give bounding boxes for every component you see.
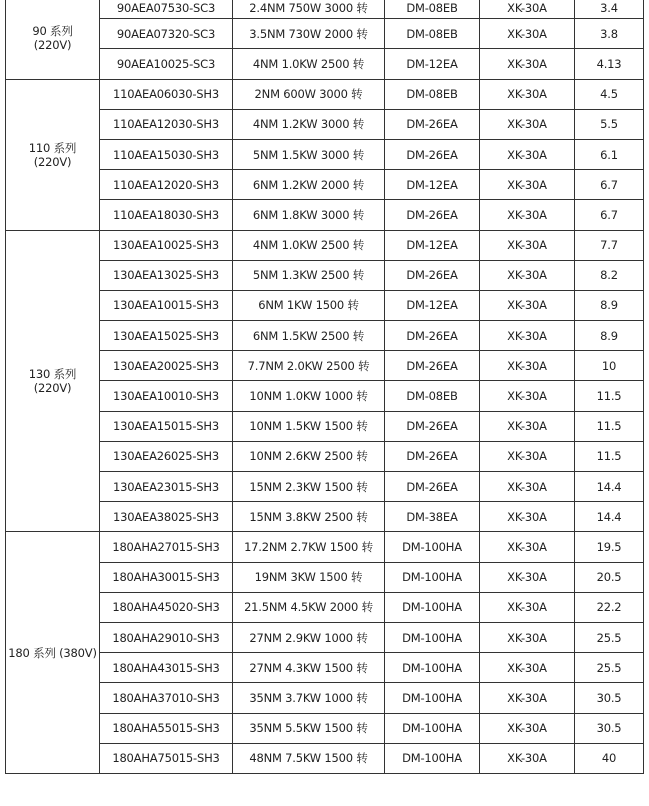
spec-cell: 4NM 1.0KW 2500 转 [233, 49, 385, 79]
model-cell: 130AEA38025-SH3 [100, 502, 233, 532]
driver-cell: DM-12EA [385, 49, 480, 79]
series-cell [6, 532, 100, 774]
controller-cell: XK-30A [480, 260, 575, 290]
driver-cell: DM-26EA [385, 200, 480, 230]
spec-cell: 15NM 2.3KW 1500 转 [233, 472, 385, 502]
model-cell: 110AEA06030-SH3 [100, 79, 233, 109]
controller-cell: XK-30A [480, 139, 575, 169]
table-row [6, 260, 644, 290]
driver-cell: DM-12EA [385, 230, 480, 260]
weight-cell: 25.5 [575, 622, 644, 652]
controller-cell: XK-30A [480, 653, 575, 683]
controller-cell: XK-30A [480, 472, 575, 502]
table-body [6, 0, 644, 773]
controller-cell: XK-30A [480, 592, 575, 622]
weight-cell: 14.4 [575, 472, 644, 502]
spec-cell: 48NM 7.5KW 1500 转 [233, 743, 385, 773]
series-name: 180 系列 [8, 645, 56, 660]
series-cell [6, 0, 100, 79]
spec-cell: 15NM 3.8KW 2500 转 [233, 502, 385, 532]
spec-cell: 5NM 1.5KW 3000 转 [233, 139, 385, 169]
weight-cell: 14.4 [575, 502, 644, 532]
table-row [6, 79, 644, 109]
spec-cell: 27NM 2.9KW 1000 转 [233, 622, 385, 652]
controller-cell: XK-30A [480, 0, 575, 19]
table-row [6, 411, 644, 441]
model-cell: 180AHA75015-SH3 [100, 743, 233, 773]
model-cell: 180AHA55015-SH3 [100, 713, 233, 743]
controller-cell: XK-30A [480, 411, 575, 441]
driver-cell: DM-26EA [385, 139, 480, 169]
table-row [6, 49, 644, 79]
series-name: 130 系列 [28, 366, 77, 381]
spec-cell: 3.5NM 730W 2000 转 [233, 19, 385, 49]
spec-cell: 35NM 5.5KW 1500 转 [233, 713, 385, 743]
model-cell: 130AEA23015-SH3 [100, 472, 233, 502]
spec-cell: 10NM 2.6KW 2500 转 [233, 441, 385, 471]
weight-cell: 3.4 [575, 0, 644, 19]
driver-cell: DM-100HA [385, 592, 480, 622]
spec-cell: 5NM 1.3KW 2500 转 [233, 260, 385, 290]
driver-cell: DM-26EA [385, 351, 480, 381]
table-row [6, 139, 644, 169]
weight-cell: 8.9 [575, 290, 644, 320]
table-row [6, 351, 644, 381]
weight-cell: 40 [575, 743, 644, 773]
driver-cell: DM-12EA [385, 290, 480, 320]
model-cell: 130AEA20025-SH3 [100, 351, 233, 381]
series-cell [6, 230, 100, 532]
series-voltage: (220V) [33, 380, 72, 395]
model-cell: 130AEA10010-SH3 [100, 381, 233, 411]
spec-cell: 6NM 1.2KW 2000 转 [233, 170, 385, 200]
spec-cell: 4NM 1.0KW 2500 转 [233, 230, 385, 260]
driver-cell: DM-100HA [385, 622, 480, 652]
weight-cell: 11.5 [575, 441, 644, 471]
weight-cell: 10 [575, 351, 644, 381]
controller-cell: XK-30A [480, 502, 575, 532]
controller-cell: XK-30A [480, 79, 575, 109]
weight-cell: 7.7 [575, 230, 644, 260]
driver-cell: DM-100HA [385, 743, 480, 773]
table-row [6, 653, 644, 683]
table-row [6, 200, 644, 230]
model-cell: 180AHA30015-SH3 [100, 562, 233, 592]
driver-cell: DM-26EA [385, 260, 480, 290]
driver-cell: DM-26EA [385, 441, 480, 471]
driver-cell: DM-100HA [385, 532, 480, 562]
weight-cell: 30.5 [575, 683, 644, 713]
driver-cell: DM-26EA [385, 472, 480, 502]
weight-cell: 30.5 [575, 713, 644, 743]
spec-cell: 6NM 1.5KW 2500 转 [233, 321, 385, 351]
driver-cell: DM-08EB [385, 0, 480, 19]
driver-cell: DM-26EA [385, 411, 480, 441]
controller-cell: XK-30A [480, 381, 575, 411]
weight-cell: 6.7 [575, 170, 644, 200]
driver-cell: DM-08EB [385, 79, 480, 109]
driver-cell: DM-100HA [385, 713, 480, 743]
controller-cell: XK-30A [480, 19, 575, 49]
table-row [6, 743, 644, 773]
controller-cell: XK-30A [480, 562, 575, 592]
controller-cell: XK-30A [480, 683, 575, 713]
controller-cell: XK-30A [480, 351, 575, 381]
model-cell: 130AEA26025-SH3 [100, 441, 233, 471]
table-row [6, 381, 644, 411]
table-row [6, 622, 644, 652]
weight-cell: 25.5 [575, 653, 644, 683]
spec-cell: 6NM 1KW 1500 转 [233, 290, 385, 320]
controller-cell: XK-30A [480, 532, 575, 562]
weight-cell: 8.9 [575, 321, 644, 351]
spec-cell: 10NM 1.0KW 1000 转 [233, 381, 385, 411]
weight-cell: 8.2 [575, 260, 644, 290]
model-cell: 110AEA15030-SH3 [100, 139, 233, 169]
controller-cell: XK-30A [480, 622, 575, 652]
spec-cell: 7.7NM 2.0KW 2500 转 [233, 351, 385, 381]
controller-cell: XK-30A [480, 200, 575, 230]
model-cell: 180AHA37010-SH3 [100, 683, 233, 713]
controller-cell: XK-30A [480, 230, 575, 260]
controller-cell: XK-30A [480, 713, 575, 743]
table-row [6, 290, 644, 320]
model-cell: 90AEA07320-SC3 [100, 19, 233, 49]
series-cell [6, 79, 100, 230]
spec-cell: 17.2NM 2.7KW 1500 转 [233, 532, 385, 562]
table-row [6, 19, 644, 49]
driver-cell: DM-38EA [385, 502, 480, 532]
table-row [6, 532, 644, 562]
weight-cell: 5.5 [575, 109, 644, 139]
table-row [6, 321, 644, 351]
table-row [6, 109, 644, 139]
spec-cell: 2.4NM 750W 3000 转 [233, 0, 385, 19]
model-cell: 90AEA10025-SC3 [100, 49, 233, 79]
series-voltage: (220V) [33, 37, 72, 52]
table-row [6, 592, 644, 622]
weight-cell: 4.5 [575, 79, 644, 109]
weight-cell: 22.2 [575, 592, 644, 622]
spec-cell: 27NM 4.3KW 1500 转 [233, 653, 385, 683]
model-cell: 90AEA07530-SC3 [100, 0, 233, 19]
series-name: 110 系列 [28, 140, 77, 155]
spec-cell: 6NM 1.8KW 3000 转 [233, 200, 385, 230]
driver-cell: DM-26EA [385, 109, 480, 139]
driver-cell: DM-08EB [385, 381, 480, 411]
driver-cell: DM-100HA [385, 562, 480, 592]
driver-cell: DM-100HA [385, 683, 480, 713]
model-cell: 180AHA27015-SH3 [100, 532, 233, 562]
model-cell: 130AEA15025-SH3 [100, 321, 233, 351]
table-row [6, 230, 644, 260]
model-cell: 110AEA12020-SH3 [100, 170, 233, 200]
weight-cell: 19.5 [575, 532, 644, 562]
spec-cell: 4NM 1.2KW 3000 转 [233, 109, 385, 139]
table-row [6, 472, 644, 502]
table-row [6, 562, 644, 592]
spec-cell: 19NM 3KW 1500 转 [233, 562, 385, 592]
driver-cell: DM-26EA [385, 321, 480, 351]
controller-cell: XK-30A [480, 441, 575, 471]
model-cell: 180AHA29010-SH3 [100, 622, 233, 652]
weight-cell: 20.5 [575, 562, 644, 592]
model-cell: 110AEA18030-SH3 [100, 200, 233, 230]
servo-spec-table [5, 0, 644, 774]
weight-cell: 11.5 [575, 381, 644, 411]
controller-cell: XK-30A [480, 321, 575, 351]
model-cell: 180AHA43015-SH3 [100, 653, 233, 683]
model-cell: 130AEA13025-SH3 [100, 260, 233, 290]
weight-cell: 6.1 [575, 139, 644, 169]
table-row [6, 441, 644, 471]
spec-cell: 10NM 1.5KW 1500 转 [233, 411, 385, 441]
controller-cell: XK-30A [480, 170, 575, 200]
spec-cell: 35NM 3.7KW 1000 转 [233, 683, 385, 713]
series-name: 90 系列 [32, 23, 73, 38]
model-cell: 130AEA10015-SH3 [100, 290, 233, 320]
series-voltage: (380V) [59, 645, 97, 660]
model-cell: 110AEA12030-SH3 [100, 109, 233, 139]
driver-cell: DM-12EA [385, 170, 480, 200]
table-row [6, 0, 644, 19]
controller-cell: XK-30A [480, 109, 575, 139]
weight-cell: 6.7 [575, 200, 644, 230]
table-row [6, 170, 644, 200]
weight-cell: 3.8 [575, 19, 644, 49]
controller-cell: XK-30A [480, 49, 575, 79]
controller-cell: XK-30A [480, 290, 575, 320]
model-cell: 130AEA15015-SH3 [100, 411, 233, 441]
model-cell: 130AEA10025-SH3 [100, 230, 233, 260]
controller-cell: XK-30A [480, 743, 575, 773]
driver-cell: DM-100HA [385, 653, 480, 683]
table-row [6, 683, 644, 713]
table-row [6, 502, 644, 532]
model-cell: 180AHA45020-SH3 [100, 592, 233, 622]
weight-cell: 11.5 [575, 411, 644, 441]
driver-cell: DM-08EB [385, 19, 480, 49]
weight-cell: 4.13 [575, 49, 644, 79]
series-voltage: (220V) [33, 154, 72, 169]
spec-cell: 2NM 600W 3000 转 [233, 79, 385, 109]
spec-cell: 21.5NM 4.5KW 2000 转 [233, 592, 385, 622]
table-row [6, 713, 644, 743]
